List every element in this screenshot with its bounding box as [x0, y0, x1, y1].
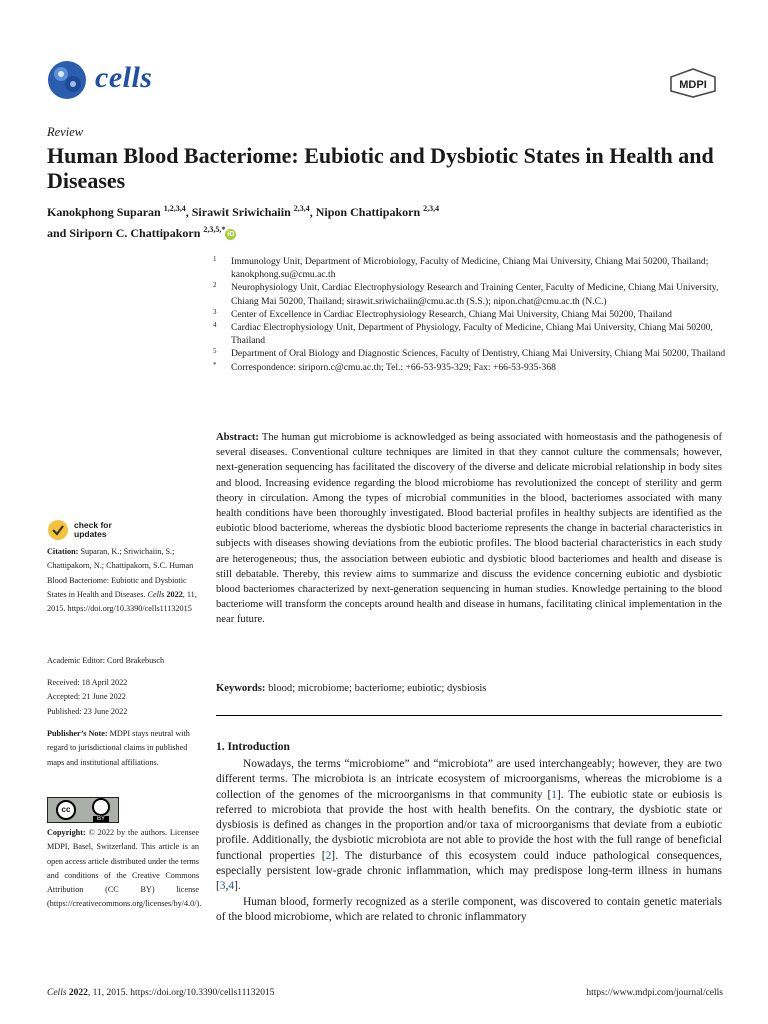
keywords-label: Keywords: [216, 683, 266, 694]
journal-name[interactable]: cells [95, 61, 153, 94]
affiliation-item: 5 Department of Oral Biology and Diagnostic Sciences, Faculty of Dentistry, Chiang Mai University, Chiang Mai 50200, Thailand [213, 347, 726, 360]
affiliation-item: 4 Cardiac Electrophysiology Unit, Department of Physiology, Faculty of Medicine, Chiang Mai University, Chiang Mai 50200, Thailand [213, 321, 713, 347]
dates: Received: 18 April 2022 Accepted: 21 June 2022 Published: 23 June 2022 [47, 678, 128, 716]
affiliations [213, 255, 728, 374]
citation-link[interactable]: 3 [219, 880, 226, 893]
affiliation-item: 1 Immunology Unit, Department of Microbiology, Faculty of Medicine, Chiang Mai University, Chiang Mai 50200, Thailand; kanokphong.su@cmu.ac.th [213, 255, 709, 281]
author-name[interactable]: Sirawit Sriwichaiin [191, 205, 291, 219]
keywords-text: blood; microbiome; bacteriome; eubiotic; dysbiosis [268, 683, 487, 694]
check-updates-icon [47, 519, 69, 541]
article-type: Review [47, 125, 84, 139]
author-affil: 2,3,4 [293, 204, 310, 213]
footer-journal-url[interactable]: https://www.mdpi.com/journal/cells [586, 988, 723, 998]
affiliation-item: 2 Neurophysiology Unit, Cardiac Electrophysiology Research and Training Center, Faculty of Medicine, Chiang Mai University, Chiang Mai 50200, Thailand; sirawit.sriwichaiin@cmu.ac.th (S.S.); nipon.chat@cmu.ac.th (N.C.) [213, 281, 719, 307]
author-affil: 1,2,3,4 [163, 204, 186, 213]
section-heading: 1. Introduction [216, 741, 290, 753]
author-affil: 2,3,5,* [203, 225, 226, 234]
orcid-icon[interactable]: iD [227, 230, 235, 238]
attribution-icon [92, 798, 110, 816]
paragraph: Human blood, formerly recognized as a sterile component, was discovered to contain genetic materials of the blood microbiome, which are related to chronic inflammatory [216, 895, 722, 923]
citation-link[interactable]: 4 [228, 880, 235, 893]
keywords [216, 683, 722, 694]
abstract [216, 430, 722, 628]
author-affil: 2,3,4 [423, 204, 440, 213]
citation-link[interactable]: 2 [325, 849, 332, 862]
copyright: Copyright: © 2022 by the authors. Licensee MDPI, Basel, Switzerland. This article is an open access article distributed under the terms and conditions of the Creative Commons Attribution (CC BY) license (https://creativecommons.org/licenses/by/4.0/). [47, 828, 202, 909]
author-list: Kanokphong Suparan $^{1,2,3,4}$, Sirawit Sriwichaiin $^{2,3,4}$, Nipon Chattipakorn $^{2,3,4}$ and Siriporn C. Chattipakorn $^{2,3,5,*}$iD [47, 204, 440, 240]
author-name[interactable]: and Siriporn C. Chattipakorn [47, 226, 201, 240]
abstract-text: The human gut microbiome is acknowledged as being associated with homeostasis and the pathogenesis of several diseases. Conventional culture techniques are limited in that they cannot culture the commensals; however, next-generation sequencing has facilitated the discovery of the diverse and delicate microbial relationship in body sites and blood. Increasing evidence regarding the blood microbiome has revolutionized the concept of sterility and germ theory in circulation. Among the types of microbial communities in the blood, bacteriomes associated with many health conditions have been thoroughly investigated. Blood bacterial profiles in healthy subjects are identified as the eubiotic blood bacteriome, whereas the dysbiotic blood bacteriome represents the change in bacterial characteristics in subjects with diseases showing deviations from the eubiotic profiles. The blood bacterial characteristics in each study are heterogeneous; thus, the association between eubiotic and dysbiotic blood bacteriomes and health and disease is still debatable. Thereby, this review aims to summarize and discuss the evidence concerning eubiotic and dysbiotic blood bacteriomes characterized by next-generation sequencing in human studies. Knowledge pertaining to the blood bacteriome will transform the concepts around health and disease in humans, facilitating clinical implementation in the near future. [216, 432, 722, 626]
author-name[interactable]: Kanokphong Suparan [47, 205, 161, 219]
footer-citation: Cells 2022, 11, 2015. https://doi.org/10.3390/cells11132015 [47, 988, 275, 998]
mdpi-logo-icon[interactable] [668, 68, 718, 98]
author-name[interactable]: Nipon Chattipakorn [315, 205, 421, 219]
academic-editor: Academic Editor: Cord Brakebusch [47, 656, 165, 665]
affiliation-item: 3 Center of Excellence in Cardiac Electrophysiology Research, Chiang Mai University, Chiang Mai 50200, Thailand [213, 307, 672, 320]
affiliation-item: * Correspondence: siriporn.c@cmu.ac.th; Tel.: +66-53-935-329; Fax: +66-53-935-368 [213, 360, 556, 373]
section-divider [216, 715, 722, 716]
check-updates-button[interactable]: check for updates [47, 516, 119, 544]
publisher-note: Publisher’s Note: MDPI stays neutral with regard to jurisdictional claims in published maps and institutional affiliations. [47, 729, 190, 767]
paragraph: Nowadays, the terms “microbiome” and “microbiota” are used interchangeably; however, they are two different terms. The microbiota is an intricate ecosystem of microorganisms, whereas the microbiome is a collection of the genomes of the microorganisms in that community [1]. The eubiotic state or eubiosis is referred to microbiota that provide the host with health benefits. On the contrary, the dysbiotic state or dysbiosis is defined as changes in the proportion and/or taxa of microorganisms that deviate from a eubiotic profile. Additionally, the dysbiotic microbiota are not able to provide the host with the full range of beneficial functional properties [2]. The disturbance of this ecosystem could induce pathological consequences, especially persistent low-grade chronic inflammation, which may predispose long-term illness in humans [3,4]. [216, 758, 722, 893]
article-title: Human Blood Bacteriome: Eubiotic and Dysbiotic States in Health and Diseases [47, 143, 714, 193]
journal-logo-icon [47, 60, 87, 100]
abstract-label: Abstract: [216, 432, 259, 443]
publisher-name: MDPI [679, 79, 707, 91]
citation-link[interactable]: 1 [551, 788, 557, 801]
cc-by-license-icon[interactable]: cc BY [47, 797, 119, 823]
introduction-text [216, 757, 722, 925]
cc-icon: cc [56, 800, 76, 820]
citation-block: Citation: Suparan, K.; Sriwichaiin, S.; Chattipakorn, N.; Chattipakorn, S.C. Human Blood Bacteriome: Eubiotic and Dysbiotic States in Health and Diseases. Cells 2022, 11, 2015. https://doi.org/10.3390/cells11132015 [47, 547, 197, 614]
